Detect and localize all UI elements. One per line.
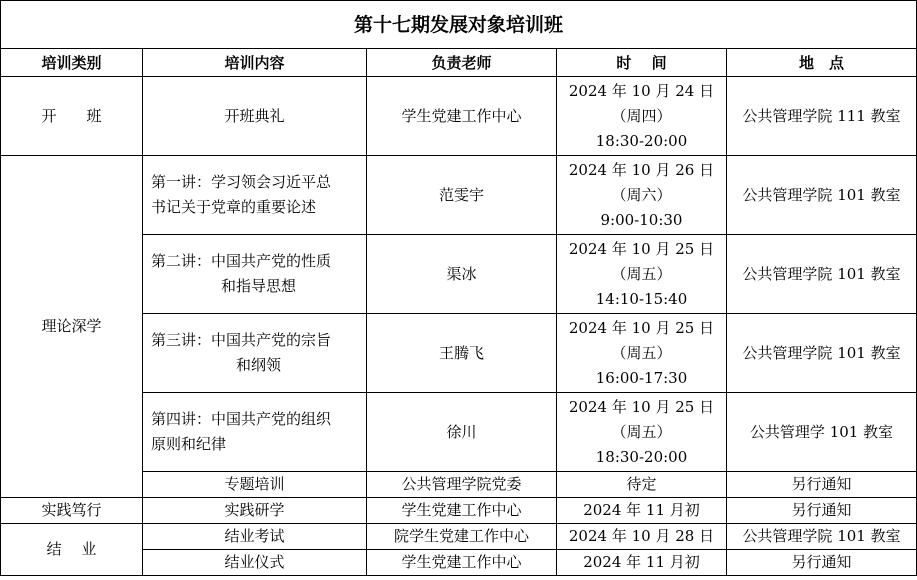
time-weekday: （周四） bbox=[611, 106, 672, 125]
time-date: 2024 年 10 月 25 日 bbox=[568, 397, 715, 416]
content-cell bbox=[143, 314, 367, 393]
table-row bbox=[1, 156, 917, 235]
content-line: 和指导思想 bbox=[220, 277, 296, 295]
location-cell: 公共管理学院 101 教室 bbox=[727, 156, 917, 235]
teacher-cell: 范雯宇 bbox=[367, 156, 557, 235]
time-date: 2024 年 10 月 25 日 bbox=[568, 239, 715, 258]
teacher-cell: 院学生党建工作中心 bbox=[367, 524, 557, 550]
time-hours: 18:30-20:00 bbox=[595, 447, 688, 466]
header-row bbox=[1, 49, 917, 77]
category-practice: 实践笃行 bbox=[1, 498, 143, 524]
teacher-cell: 王腾飞 bbox=[367, 314, 557, 393]
time-cell bbox=[557, 393, 727, 472]
time-weekday: （周五） bbox=[611, 422, 672, 441]
location-cell: 另行通知 bbox=[727, 472, 917, 498]
location-cell: 公共管理学院 111 教室 bbox=[727, 77, 917, 156]
teacher-cell: 徐川 bbox=[367, 393, 557, 472]
content-cell: 专题培训 bbox=[143, 472, 367, 498]
header-location: 地 点 bbox=[727, 49, 917, 77]
table-row bbox=[1, 77, 917, 156]
header-time: 时 间 bbox=[557, 49, 727, 77]
header-category: 培训类别 bbox=[1, 49, 143, 77]
content-cell: 开班典礼 bbox=[143, 77, 367, 156]
time-cell: 2024 年 10 月 28 日 bbox=[557, 524, 727, 550]
content-line: 和纲领 bbox=[235, 356, 281, 374]
location-cell: 公共管理学院 101 教室 bbox=[727, 524, 917, 550]
table-row bbox=[1, 498, 917, 524]
content-cell bbox=[143, 156, 367, 235]
time-weekday: （周六） bbox=[611, 185, 672, 204]
time-date: 2024 年 10 月 24 日 bbox=[568, 81, 715, 100]
time-cell bbox=[557, 77, 727, 156]
location-cell: 公共管理学 101 教室 bbox=[727, 393, 917, 472]
content-cell: 实践研学 bbox=[143, 498, 367, 524]
time-cell: 2024 年 11 月初 bbox=[557, 498, 727, 524]
time-date: 2024 年 10 月 26 日 bbox=[568, 160, 715, 179]
page-title: 第十七期发展对象培训班 bbox=[1, 1, 917, 49]
category-completion: 结 业 bbox=[1, 524, 143, 576]
time-cell: 待定 bbox=[557, 472, 727, 498]
content-line: 第四讲：中国共产党的组织 bbox=[151, 410, 332, 428]
content-cell bbox=[143, 235, 367, 314]
content-cell: 结业考试 bbox=[143, 524, 367, 550]
location-cell: 另行通知 bbox=[727, 550, 917, 576]
category-theory: 理论深学 bbox=[1, 156, 143, 498]
time-hours: 9:00-10:30 bbox=[600, 210, 683, 229]
teacher-cell: 学生党建工作中心 bbox=[367, 498, 557, 524]
content-line: 第二讲：中国共产党的性质 bbox=[151, 252, 332, 270]
location-cell: 另行通知 bbox=[727, 498, 917, 524]
teacher-cell: 公共管理学院党委 bbox=[367, 472, 557, 498]
content-cell: 结业仪式 bbox=[143, 550, 367, 576]
teacher-cell: 渠冰 bbox=[367, 235, 557, 314]
location-cell: 公共管理学院 101 教室 bbox=[727, 314, 917, 393]
header-content: 培训内容 bbox=[143, 49, 367, 77]
time-date: 2024 年 10 月 25 日 bbox=[568, 318, 715, 337]
time-cell: 2024 年 11 月初 bbox=[557, 550, 727, 576]
content-line: 书记关于党章的重要论述 bbox=[151, 198, 317, 216]
teacher-cell: 学生党建工作中心 bbox=[367, 550, 557, 576]
time-hours: 16:00-17:30 bbox=[595, 368, 688, 387]
time-hours: 18:30-20:00 bbox=[595, 131, 688, 150]
time-weekday: （周五） bbox=[611, 343, 672, 362]
content-cell bbox=[143, 393, 367, 472]
table-row bbox=[1, 524, 917, 550]
location-cell: 公共管理学院 101 教室 bbox=[727, 235, 917, 314]
content-line: 第三讲：中国共产党的宗旨 bbox=[151, 331, 332, 349]
content-line: 原则和纪律 bbox=[151, 435, 227, 453]
teacher-cell: 学生党建工作中心 bbox=[367, 77, 557, 156]
time-cell bbox=[557, 235, 727, 314]
content-line: 第一讲：学习领会习近平总 bbox=[151, 173, 332, 191]
header-teacher: 负责老师 bbox=[367, 49, 557, 77]
time-hours: 14:10-15:40 bbox=[595, 289, 688, 308]
time-weekday: （周五） bbox=[611, 264, 672, 283]
time-cell bbox=[557, 156, 727, 235]
category-opening: 开 班 bbox=[1, 77, 143, 156]
time-cell bbox=[557, 314, 727, 393]
